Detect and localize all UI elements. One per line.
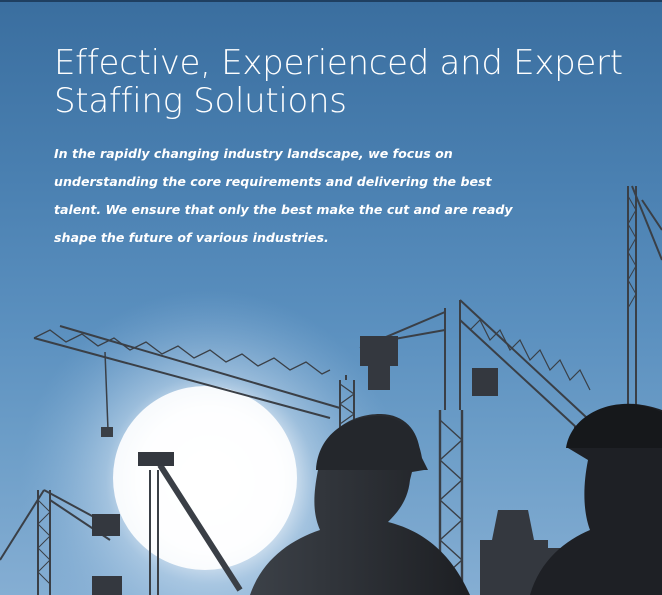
counterweight-middle	[368, 366, 390, 390]
crane-cab-middle	[360, 336, 398, 366]
crane-cab-center	[138, 452, 174, 466]
crane-cab-right	[472, 368, 498, 396]
crane-cab-left	[92, 514, 120, 536]
worker-right-silhouette	[530, 404, 662, 595]
hero-headline: Effective, Experienced and Expert Staffing Solutions	[54, 43, 623, 121]
hero-intro-text: In the rapidly changing industry landscape, we focus on understanding the core requirements and delivering the best talent. We ensure that only the best make the cut and are ready shape the future of various industries.	[54, 146, 513, 245]
building-block-left	[92, 576, 122, 595]
sun	[113, 386, 297, 570]
crane-far-right	[628, 186, 662, 420]
